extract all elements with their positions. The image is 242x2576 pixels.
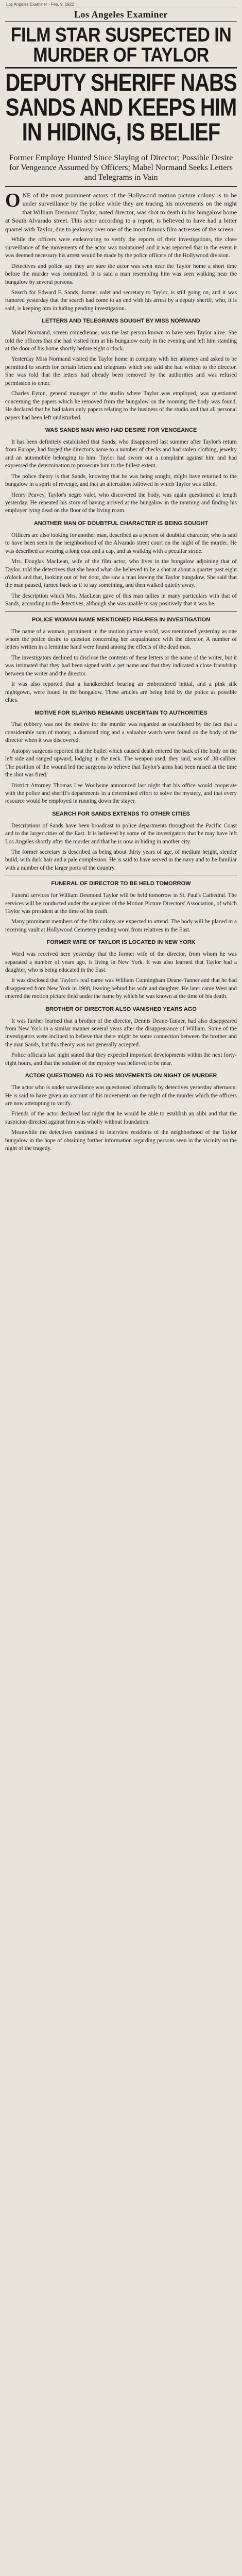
article-paragraph: Search for Edward F. Sands, former valet and secretary to Taylor, is still going on, and it was rumored yesterday that the search had come to an end with his arrest by a deputy sheriff, who, it is said, is keeping him in hiding pending investigation. [5, 290, 237, 312]
main-headline: DEPUTY SHERIFF NABS SANDS AND KEEPS HIM IN HIDING, IS BELIEF [5, 69, 237, 146]
article-paragraph: Mabel Normand, screen comedienne, was the last person known to have seen Taylor alive. She told the officers that she had visited him at his bungalow early in the evening and left him standing at the door of his home shortly before eight o'clock. [5, 330, 237, 352]
clip-source-text: Los Angeles Examiner - Feb. 9, 1922 [6, 2, 74, 7]
article-paragraph: Many prominent members of the film colony are expected to attend. The body will be placed in a receiving vault at Hollywood Cemetery pending word from relatives in the East. [5, 919, 237, 933]
drop-cap: O [5, 189, 21, 211]
article-paragraph: Meanwhile the detectives continued to interview residents of the neighborhood of the Taylor bungalow in the hope of obtaining further information regarding persons seen in the vicinity on the night of the tragedy. [5, 1129, 237, 1152]
section-subhead: BROTHER OF DIRECTOR ALSO VANISHED YEARS AGO [45, 1006, 197, 1012]
article-paragraph: Mrs. Douglas MacLean, wife of the film actor, who lives in the bungalow adjoining that of Taylor, told the detectives that she heard what she believed to be a shot at about a quarter past eight o'clock and that, looking out of her door, she saw a man leaving the Taylor bungalow. She said that the man paused, turned back as if to say something, and then walked quietly away. [5, 558, 237, 589]
section-subhead: SEARCH FOR SANDS EXTENDS TO OTHER CITIES [52, 810, 190, 817]
masthead-row [5, 8, 237, 22]
section-subhead: MOTIVE FOR SLAYING REMAINS UNCERTAIN TO AUTHORITIES [34, 709, 208, 716]
section-subhead: ANOTHER MAN OF DOUBTFUL CHARACTER IS BEING SOUGHT [33, 520, 209, 527]
top-headline: FILM STAR SUSPECTED IN MURDER OF TAYLOR [10, 24, 232, 66]
article-paragraph: Descriptions of Sands have been broadcast to police departments throughout the Pacific Coast and to the larger cities of the East. It is believed by some of the investigators that he may have left Los Angeles shortly after the murder and that he is now in hiding in another city. [5, 822, 237, 845]
section-subhead: LETTERS AND TELEGRAMS SOUGHT BY MISS NORMAND [42, 318, 200, 325]
article-paragraph: Friends of the actor declared last night that he would be able to establish an alibi and that the suspicion directed against him was wholly without foundation. [5, 1111, 237, 1125]
article-paragraph: Autopsy surgeons reported that the bullet which caused death entered the back of the body on the left side and ranged upward, lodging in the neck. The weapon used, they said, was of .38 caliber. The position of the wound led the surgeons to believe that Taylor's arms had been raised at the time the shot was fired. [5, 748, 237, 778]
article-paragraph: The former secretary is described as being about thirty years of age, of medium height, slender build, with dark hair and a pale complexion. He is said to have served in the navy and to be familiar with a number of the larger ports of the country. [5, 849, 237, 871]
article-paragraph: Charles Eyton, general manager of the studio where Taylor was employed, was questioned concerning the papers which he removed from the bungalow on the morning the body was found. He declared that he had taken only papers relating to the business of the studio and that all personal papers had been left undisturbed. [5, 391, 237, 421]
article-paragraph: Funeral services for William Desmond Taylor will be held tomorrow in St. Paul's Cathedral. The services will be conducted under the auspices of the Motion Picture Directors' Association, of which Taylor was president at the time of his death. [5, 892, 237, 914]
column-rule [5, 611, 237, 612]
article-paragraph: Police officials last night stated that they expected important developments within the next forty-eight hours, and that the solution of the mystery was believed to be near. [5, 1052, 237, 1066]
article-paragraph: Detectives and police say they are sure the actor was seen near the Taylor home a short time before the murder was committed. It is said a man resembling him was seen walking near the bungalow by several persons. [5, 263, 237, 285]
article-body [5, 191, 237, 1153]
article-paragraph: The police theory is that Sands, knowing that he was being sought, might have returned to the bungalow in a spirit of revenge, and that an altercation followed in which Taylor was killed. [5, 473, 237, 488]
headline-deck: Former Employe Hunted Since Slaying of Director; Possible Desire for Vengeance Assumed by Officers; Mabel Normand Seeks Letters and Telegrams in Vain [5, 153, 237, 187]
article-paragraph: The name of a woman, prominent in the motion picture world, was mentioned yesterday as one whom the police desire to question concerning her acquaintance with the director. A number of letters written in a feminine hand were found among the effects of the dead man. [5, 628, 237, 651]
section-subhead: ACTOR QUESTIONED AS TO HIS MOVEMENTS ON NIGHT OF MURDER [25, 1073, 217, 1079]
section-subhead: FUNERAL OF DIRECTOR TO BE HELD TOMORROW [51, 880, 191, 887]
article-paragraph: It was disclosed that Taylor's real name was William Cunningham Deane-Tanner and that he had disappeared from New York in 1908, leaving behind his wife and daughter. He later came West and entered the motion picture field under the name by which he was known at the time of his death. [5, 977, 237, 1000]
article-paragraph: The investigators declined to disclose the contents of these letters or the name of the writer, but it was intimated that they had been signed with a pet name and that they indicated a close friendship between the writer and the director. [5, 654, 237, 677]
lead-paragraph [5, 191, 237, 234]
article-paragraph: Word was received here yesterday that the former wife of the director, from whom he was separated a number of years ago, is living in New York. It was also learned that Taylor had a daughter, who is being educated in the East. [5, 951, 237, 974]
article-paragraph: The actor who is under surveillance was questioned informally by detectives yesterday afternoon. He is said to have given an account of his movements on the night of the murder which the officers are now attempting to verify. [5, 1084, 237, 1107]
article-paragraph: While the officers were endeavoring to verify the reports of their investigations, the close surveillance of the movements of the actor was maintained and it was reported that in the event it was deemed necessary his arrest would be made by the police officers of the Hollywood division. [5, 236, 237, 259]
section-subhead: FORMER WIFE OF TAYLOR IS LOCATED IN NEW YORK [46, 939, 196, 946]
article-paragraph: Henry Peavey, Taylor's negro valet, who discovered the body, was again questioned at length yesterday. He repeated his story of having arrived at the bungalow in the morning and finding his employer lying dead on the floor of the living room. [5, 492, 237, 514]
masthead-title: Los Angeles Examiner [74, 9, 168, 20]
article-paragraph: It was further learned that a brother of the director, Dennis Deane-Tanner, had also disappeared from New York in a similar manner several years after the disappearance of William. Some of the investigators were inclined to believe that there might be some connection between the brother and the man Sands, but this theory was not generally accepted. [5, 1018, 237, 1048]
article-paragraph: The description which Mrs. MacLean gave of this man tallies in many particulars with that of Sands, according to the detectives, although she was unable to say positively that it was he. [5, 592, 237, 607]
article-paragraph: It was also reported that a handkerchief bearing an embroidered initial, and a pink silk nightgown, were found in the bungalow. These articles are being held by the police as possible clues. [5, 681, 237, 704]
article-paragraph: Officers are also looking for another man, described as a person of doubtful character, who is said to have been seen in the neighborhood of the Alvarado street court on the night of the murder. He was described as wearing a long coat and a cap, and as walking with a peculiar stride. [5, 532, 237, 554]
clip-source-line [5, 2, 237, 8]
article-paragraph: Yesterday Miss Normand visited the Taylor home in company with her attorney and asked to be permitted to search for certain letters and telegrams which she said she had written to the director. She was told that the letters had already been removed by the authorities and was refused permission to enter. [5, 356, 237, 386]
article-paragraph: District Attorney Thomas Lee Woolwine announced last night that his office would cooperate with the police and sheriff's departments in a determined effort to solve the mystery, and that every resource would be employed in running down the slayer. [5, 782, 237, 805]
section-subhead: WAS SANDS MAN WHO HAD DESIRE FOR VENGEANCE [45, 427, 197, 434]
article-paragraph: It has been definitely established that Sands, who disappeared last summer after Taylor's return from Europe, had forged the director's name to a number of checks and had stolen clothing, jewelry and an automobile belonging to him. Taylor had sworn out a complaint against him and had expressed the determination to prosecute him to the fullest extent. [5, 438, 237, 469]
lead-text: NE of the most prominent actors of the Hollywood motion picture colony is to be under surveillance by the police while they are tracing his movements on the night that William Desmond Taylor, noted director, was shot to death in his bungalow home at South Alvarado street. This actor according to a report, is believed to have had a bitter quarrel with Taylor, due to jealousy over one of the most famous film actresses of the screen. [5, 191, 237, 233]
article-paragraph: That robbery was not the motive for the murder was regarded as established by the fact that a considerable sum of money, a diamond ring and a valuable watch were found on the body of the director when it was discovered. [5, 721, 237, 744]
section-subhead: POLICE WOMAN NAME MENTIONED FIGURES IN INVESTIGATION [31, 616, 211, 623]
